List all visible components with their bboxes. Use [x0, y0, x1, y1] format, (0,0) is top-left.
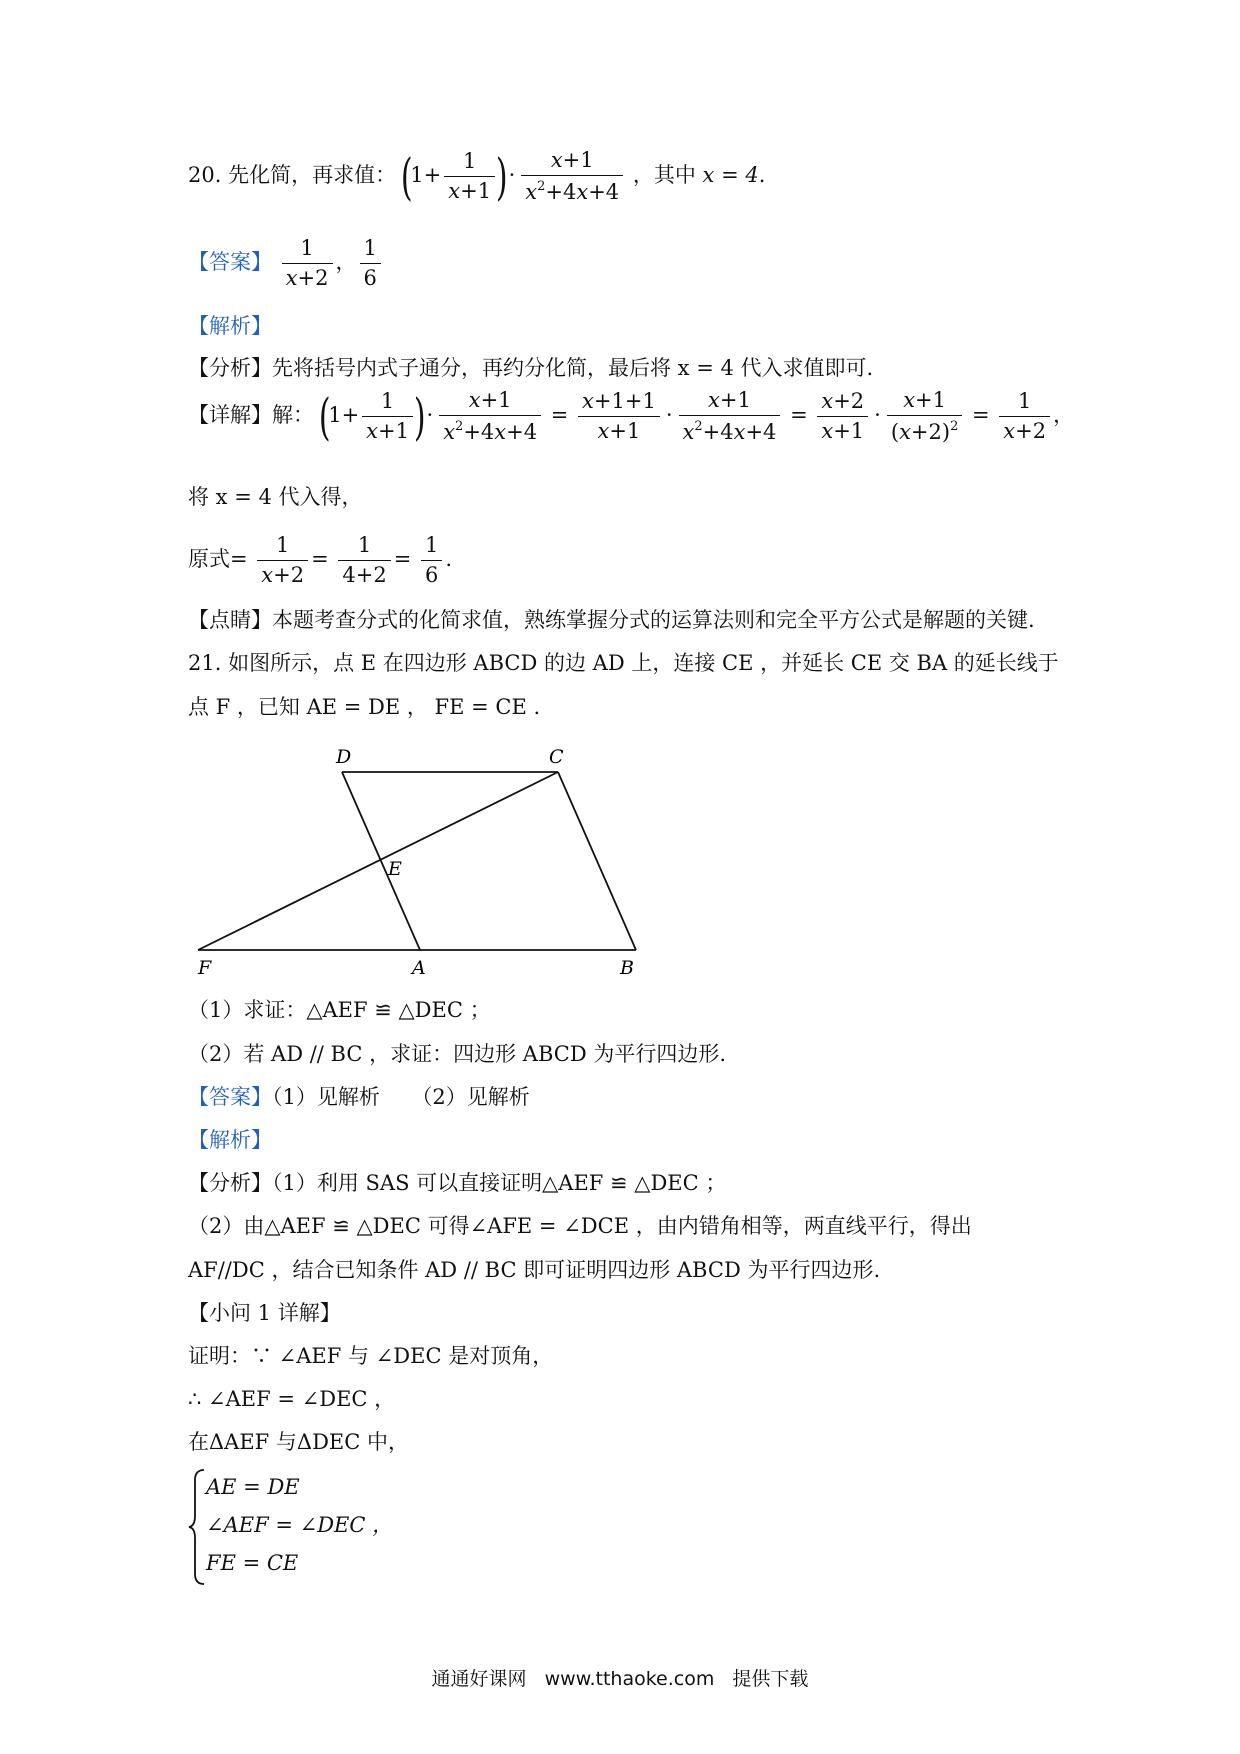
q21-part2: （2）若 AD // BC ，求证：四边形 ABCD 为平行四边形. [188, 1042, 727, 1066]
geometry-figure [190, 740, 650, 980]
question-21-line1: 21. 如图所示，点 E 在四边形 ABCD 的边 AD 上，连接 CE ，并延长 CE 交 BA 的延长线于 [188, 651, 1059, 675]
detail-20: 【详解】解： (1+ $\frac{1}{x+1}$ )· $\frac{x+1}{x^2+4x+4}$ = $\frac{x+1+1}{x+1}$ · $\frac{x+1}{x^2+4x+4}$ = $\frac{x+2}{x+1}$ · $\frac{x+1}{(x+2)^2}$ = $\frac{1}{x+2}$ ， [188, 387, 1075, 446]
result-line: 原式= $\frac{1}{x+2}$ = $\frac{1}{4+2}$ = $\frac{1}{6}$ . [188, 533, 453, 587]
proof-line3: 在ΔAEF 与ΔDEC 中， [188, 1430, 409, 1454]
system-eq3: FE = CE [206, 1551, 299, 1575]
fraction: $\frac{1}{x+1}$ [444, 151, 495, 202]
question-20: 20. 先化简，再求值： (1+ $\frac{1}{x+1}$ )· $\frac{x+1}{x^2+4x+4}$ ，其中 x = 4. [188, 147, 766, 206]
fenxi-21-line2: （2）由△AEF ≌ △DEC 可得∠AFE = ∠DCE ，由内错角相等，两直线平行，得出 [188, 1214, 972, 1238]
segment-da [342, 772, 420, 950]
fenxi-21-line3: AF//DC ，结合已知条件 AD // BC 即可证明四边形 ABCD 为平行四边形. [188, 1258, 881, 1282]
fraction: $\frac{1}{6}$ [360, 238, 381, 289]
label-d: D [336, 746, 352, 768]
small-question-1: 【小问 1 详解】 [188, 1301, 341, 1325]
q20-prefix: 20. 先化简，再求值： [188, 163, 397, 187]
question-21-line2: 点 F ，已知 AE = DE ， FE = CE . [188, 695, 541, 719]
label-c: C [549, 746, 564, 768]
page-footer [0, 1664, 1240, 1691]
segment-cb [558, 772, 636, 950]
answer-tag: 【答案】 [188, 250, 272, 274]
footer-url: www.tthaoke.com [544, 1668, 715, 1690]
system-eq1: AE = DE [206, 1475, 300, 1499]
answer-20: 【答案】 $\frac{1}{x+2}$ ， $\frac{1}{6}$ [188, 238, 384, 289]
footer-note: 提供下载 [732, 1668, 809, 1690]
label-a: A [412, 957, 426, 979]
fenxi-21-line1: 【分析】（1）利用 SAS 可以直接证明△AEF ≌ △DEC ； [188, 1171, 727, 1195]
system-eq2: ∠AEF = ∠DEC ， [206, 1513, 394, 1537]
substitute-line: 将 x = 4 代入得， [188, 485, 363, 509]
fenxi-20: 【分析】先将括号内式子通分，再约分化简，最后将 x = 4 代入求值即可. [188, 356, 874, 380]
system-brace [188, 1468, 206, 1586]
segment-fc [198, 772, 558, 950]
fraction: $\frac{1}{x+2}$ [282, 238, 333, 289]
label-f: F [198, 957, 212, 979]
label-b: B [620, 957, 634, 979]
left-paren: ( [400, 147, 413, 206]
q20-condition: x = 4 [702, 163, 759, 187]
dianjing: 【点睛】本题考查分式的化简求值，熟练掌握分式的运算法则和完全平方公式是解题的关键. [188, 608, 1035, 632]
analysis-tag-2: 【解析】 [188, 1128, 272, 1152]
proof-line1: 证明：∵ ∠AEF 与 ∠DEC 是对顶角， [188, 1344, 554, 1368]
footer-site: 通通好课网 [431, 1668, 527, 1690]
q20-suffix: ，其中 [632, 163, 696, 187]
q21-part1: （1）求证：△AEF ≌ △DEC ； [188, 998, 491, 1022]
analysis-tag: 【解析】 [188, 314, 272, 338]
answer-21: 【答案】（1）见解析 （2）见解析 [188, 1085, 530, 1109]
proof-line2: ∴ ∠AEF = ∠DEC ， [188, 1387, 396, 1411]
right-paren: ) [495, 147, 508, 206]
fraction: $\frac{x+1}{x^2+4x+4}$ [521, 150, 623, 203]
label-e: E [388, 858, 402, 880]
